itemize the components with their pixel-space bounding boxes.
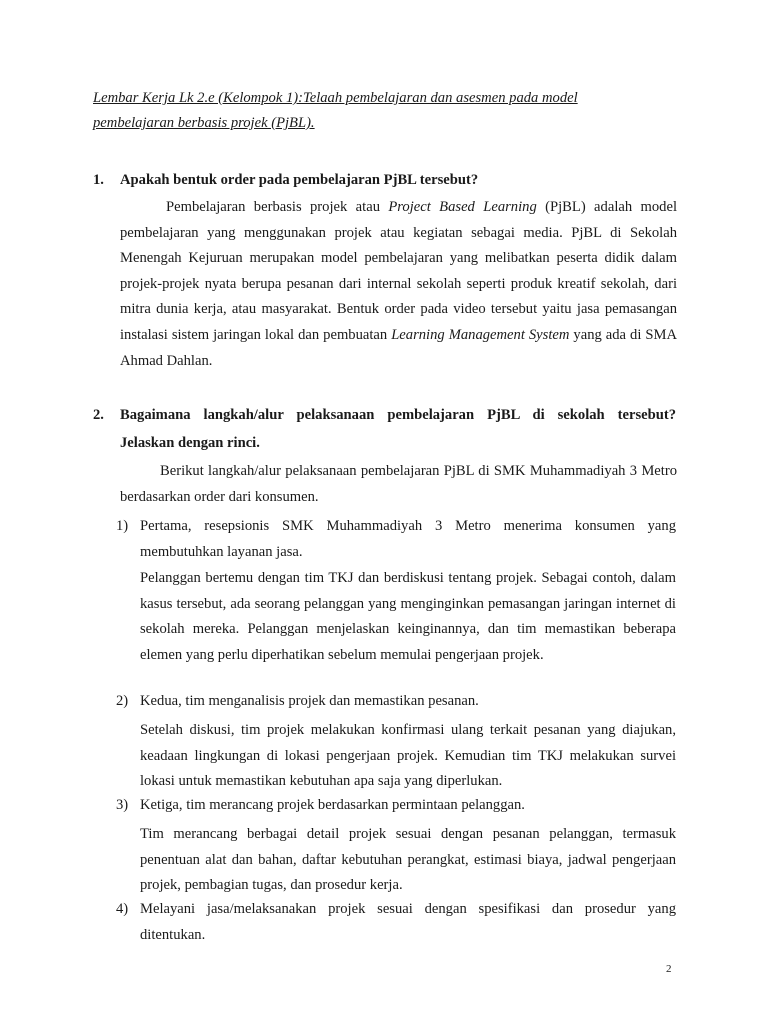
question-2: [93, 401, 676, 457]
question-text-line-1: Bagaimana langkah/alur pelaksanaan pembelajaran PjBL di sekolah tersebut?: [120, 407, 676, 423]
step-text: Ketiga, tim merancang projek berdasarkan permintaan pelanggan.: [140, 797, 525, 813]
step-number: 2): [116, 693, 129, 709]
step-2: [116, 689, 676, 715]
question-number: 1.: [93, 172, 104, 188]
question-text: Apakah bentuk order pada pembelajaran PjBL tersebut?: [120, 172, 479, 188]
step-1-detail: Pelanggan bertemu dengan tim TKJ dan berdiskusi tentang projek. Sebagai contoh, dalam kasus tersebut, ada seorang pelanggan yang menginginkan pemasangan jaringan internet di sekolah mereka. Pelanggan menjelaskan keinginannya, dan tim memastikan beberapa elemen yang perlu diperhatikan sebelum memulai pengerjaan projek.: [140, 570, 676, 663]
step-number: 1): [116, 518, 129, 534]
answer-1-paragraph: Pembelajaran berbasis projek atau Project Based Learning (PjBL) adalah model pembelajaran yang menggunakan projek atau kegiatan sebagai media. PjBL di Sekolah Menengah Kejuruan merupakan model pembelajaran yang melibatkan peserta didik dalam projek-projek nyata berupa pesanan dari internal sekolah seperti produk kreatif sekolah, dari mitra dunia kerja, atau masyarakat. Bentuk order pada video tersebut yaitu jasa pemasangan instalasi sistem jaringan lokal dan pembuatan Learning Management System yang ada di SMA Ahmad Dahlan.: [120, 199, 678, 369]
question-1: [93, 166, 676, 194]
page-number: 2: [666, 963, 672, 975]
title-line-2: pembelajaran berbasis projek (PjBL).: [93, 115, 315, 131]
step-3: [116, 793, 676, 819]
step-1: [116, 514, 676, 565]
step-number: 4): [116, 901, 129, 917]
question-number: 2.: [93, 407, 104, 423]
worksheet-title: [93, 86, 693, 136]
step-2-detail: Setelah diskusi, tim projek melakukan konfirmasi ulang terkait pesanan yang diajukan, keadaan lingkungan di lokasi pengerjaan projek. Kemudian tim TKJ melakukan survei lokasi untuk memastikan kebutuhan apa saja yang diperlukan.: [140, 722, 676, 790]
step-4: [116, 897, 676, 948]
step-text: Pertama, resepsionis SMK Muhammadiyah 3 Metro menerima konsumen yang membutuhkan layanan jasa.: [140, 518, 676, 560]
emphasis-lms: Learning Management System: [391, 326, 570, 343]
step-number: 3): [116, 797, 129, 813]
emphasis-project-based-learning: Project Based Learning: [388, 199, 537, 215]
question-text-line-2: Jelaskan dengan rinci.: [120, 435, 260, 451]
step-text: Melayani jasa/melaksanakan projek sesuai dengan spesifikasi dan prosedur yang ditentukan.: [140, 901, 676, 943]
answer-2-intro: Berikut langkah/alur pelaksanaan pembelajaran PjBL di SMK Muhammadiyah 3 Metro berdasarkan order dari konsumen.: [120, 463, 677, 505]
step-3-detail: Tim merancang berbagai detail projek sesuai dengan pesanan pelanggan, termasuk penentuan alat dan bahan, daftar kebutuhan perangkat, estimasi biaya, jadwal pengerjaan projek, pembagian tugas, dan prosedur kerja.: [140, 826, 676, 894]
title-line-1: Lembar Kerja Lk 2.e (Kelompok 1):Telaah pembelajaran dan asesmen pada model: [93, 90, 578, 106]
step-text: Kedua, tim menganalisis projek dan memastikan pesanan.: [140, 693, 479, 709]
